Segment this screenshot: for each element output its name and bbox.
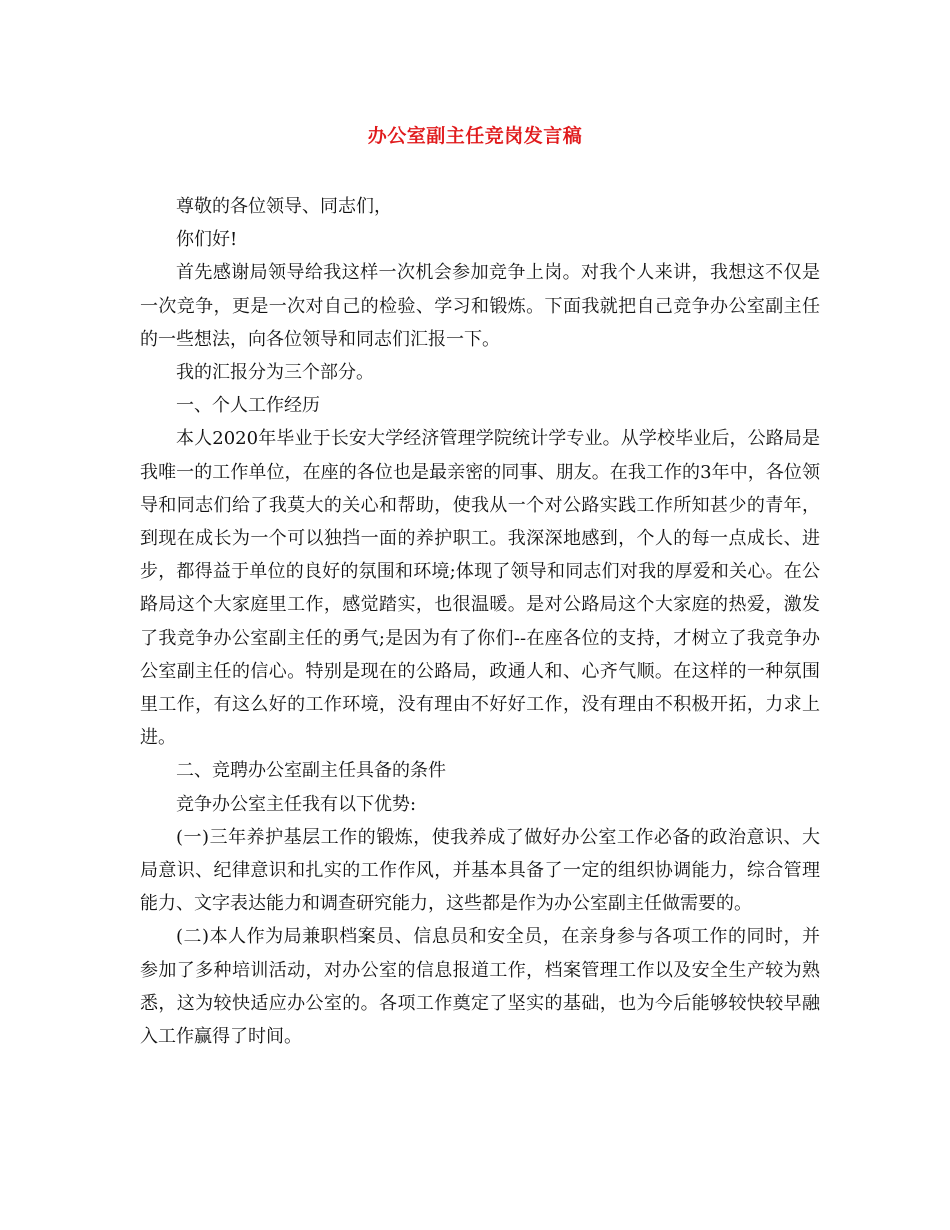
paragraph-intro: 首先感谢局领导给我这样一次机会参加竞争上岗。对我个人来讲，我想这不仅是一次竞争，更是一次对自己的检验、学习和锻炼。下面我就把自己竞争办公室副主任的一些想法，向各位领导和同志们汇报一下。 [140,262,820,350]
section-heading-2: 二、竞聘办公室副主任具备的条件 [176,760,446,782]
paragraph-experience: 本人2020年毕业于长安大学经济管理学院统计学专业。从学校毕业后，公路局是我唯一的工作单位，在座的各位也是最亲密的同事、朋友。在我工作的3年中，各位领导和同志们给了我莫大的关心和帮助，使我从一个对公路实践工作所知甚少的青年，到现在成长为一个可以独挡一面的养护职工。我深深地感到，个人的每一点成长、进步，都得益于单位的良好的氛围和环境;体现了领导和同志们对我的厚爱和关心。在公路局这个大家庭里工作，感觉踏实，也很温暖。是对公路局这个大家庭的热爱，激发了我竞争办公室副主任的勇气;是因为有了你们--在座各位的支持，才树立了我竞争办公室副主任的信心。特别是现在的公路局，政通人和、心齐气顺。在这样的一种氛围里工作，有这么好的工作环境，没有理由不好好工作，没有理由不积极开拓，力求上进。 [140,428,820,749]
paragraph-advantage-1: (一)三年养护基层工作的锻炼，使我养成了做好办公室工作必备的政治意识、大局意识、纪律意识和扎实的工作作风，并基本具备了一定的组织协调能力，综合管理能力、文字表达能力和调查研究能力，这些都是作为办公室副主任做需要的。 [140,826,820,915]
paragraph-advantages-intro: 竞争办公室主任我有以下优势: [176,793,417,815]
paragraph-advantage-2: (二)本人作为局兼职档案员、信息员和安全员，在亲身参与各项工作的同时，并参加了多种培训活动，对办公室的信息报道工作，档案管理工作以及安全生产较为熟悉，这为较快适应办公室的。各项工作奠定了坚实的基础，也为今后能够较快较早融入工作赢得了时间。 [140,926,820,1048]
document-title: 办公室副主任竞岗发言稿 [367,125,583,147]
section-heading-1: 一、个人工作经历 [176,395,320,417]
paragraph-outline: 我的汇报分为三个部分。 [176,362,374,384]
greeting: 你们好! [176,229,238,251]
document-body [140,190,820,1053]
salutation: 尊敬的各位领导、同志们， [176,196,392,217]
